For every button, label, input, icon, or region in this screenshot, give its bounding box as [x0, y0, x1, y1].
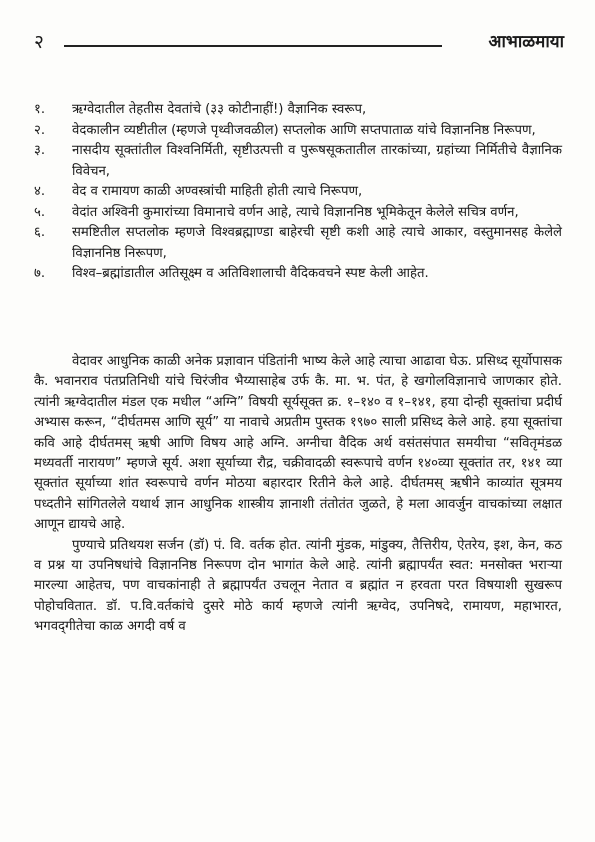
list-item-number: २. — [34, 122, 46, 138]
list-item-number: ३. — [34, 143, 46, 158]
list-item-text: वेदांत अश्विनी कुमारांच्या विमानाचे वर्णन आहे, त्याचे विज्ञाननिष्ठ भूमिकेतून केलेले सचित्र वर्णन, — [72, 204, 519, 220]
list-item — [34, 223, 562, 264]
list-item — [34, 100, 562, 121]
list-item — [34, 182, 562, 203]
page-number: २ — [34, 31, 44, 53]
page-header — [34, 30, 564, 54]
header-rule — [64, 45, 442, 47]
list-item — [34, 141, 562, 182]
paragraph: वेदावर आधुनिक काळी अनेक प्रज्ञावान पंडितांनी भाष्य केले आहे त्याचा आढावा घेऊ. प्रसिध्द सूर्योपासक कै. भवानराव पंतप्रतिनिधी यांचे चिरंजीव भैय्यासाहेब उर्फ कै. मा. भ. पंत, हे खगोलविज्ञानाचे जाणकार होते. त्यांनी ऋग्वेदातील मंडल एक मधील “अग्नि” विषयी सूर्यसूक्त क्र. १–१४० व १–१४१, हया दोन्ही सूक्तांचा प्रदीर्घ अभ्यास करून, “दीर्घतमस आणि सूर्य” या नावाचे अप्रतीम पुस्तक १९७० साली प्रसिध्द केले आहे. हया सूक्तांचा कवि आहे दीर्घतमस् ऋषी आणि विषय आहे अग्नि. अग्नीचा वैदिक अर्थ वसंतसंपात समयीचा “सवितृमंडळ मध्यवर्ती नारायण” म्हणजे सूर्य. अशा सूर्याच्या रौद्र, चक्रीवादळी स्वरूपाचे वर्णन १४०व्या सूक्तांत तर, १४१ व्या सूक्तांत सूर्याच्या शांत स्वरूपाचे वर्णन मोठया बहारदार रितीने केले आहे. दीर्घतमस् ऋषीने काव्यांत सूत्रमय पध्दतीने सांगितलेले यथार्थ ज्ञान आधुनिक शास्त्रीय ज्ञानाशी तंतोतंत जुळते, हे मला आवर्जुन वाचकांच्या लक्षात आणून द्यायचे आहे. — [34, 354, 562, 533]
list-item-number: १. — [34, 102, 46, 117]
running-title: आभाळमाया — [488, 32, 564, 52]
paragraph: पुण्याचे प्रतिथयश सर्जन (डॉ) पं. वि. वर्तक होत. त्यांनी मुंडक, मांडुक्य, तैत्तिरीय, ऐतरेय, इश, केन, कठ व प्रश्न या उपनिषधांचे विज्ञाननिष्ठ निरूपण दोन भागांत केले आहे. त्यांनी ब्रह्मापर्यंत स्वत: मनसोक्त भराऱ्या मारल्या आहेतच, पण वाचकांनाही ते ब्रह्मापर्यंत उचलून नेतात व ब्रह्मांत न हरवता परत विषयाशी सुखरूप पोहोचवितात. डॉ. प.वि.वर्तकांचे दुसरे मोठे कार्य म्हणजे त्यांनी ऋग्वेद, उपनिषदे, रामायण, महाभारत, भगवद्‌गीतेचा काळ अगदी वर्ष व — [34, 537, 562, 635]
list-item-number: ४. — [34, 184, 46, 199]
list-item-text: ऋग्वेदातील तेहतीस देवतांचे (३३ कोटीनाहीं!) वैज्ञानिक स्वरूप, — [72, 102, 367, 117]
list-item-number: ५. — [34, 204, 46, 220]
list-item-text: वेद व रामायण काळी अण्वस्त्रांची माहिती होती त्याचे निरूपण, — [72, 184, 363, 199]
list-item — [34, 121, 562, 142]
list-item-text: समष्टितील सप्तलोक म्हणजे विश्वब्रह्माण्डा बाहेरची सृष्टी कशी आहे त्याचे आकार, वस्तुमानसह केलेले विज्ञाननिष्ठ निरूपण, — [72, 225, 562, 261]
body-text — [34, 352, 562, 638]
list-item-number: ७. — [34, 266, 46, 281]
list-item-text: नासदीय सूक्तांतील विश्वनिर्मिती, सृष्टीउत्पत्ती व पुरूषसूकतातील तारकांच्या, ग्रहांच्या निर्मितीचे वैज्ञानिक विवेचन, — [72, 143, 562, 179]
list-item — [34, 264, 562, 285]
list-item-number: ६. — [34, 225, 46, 240]
list-item-text: विश्व–ब्रह्मांडातील अतिसूक्ष्म व अतिविशालाची वैदिकवचने स्पष्ट केली आहेत. — [72, 266, 429, 281]
list-item-text: वेदकालीन व्यष्टीतील (म्हणजे पृथ्वीजवळील) सप्तलोक आणि सप्तपाताळ यांचे विज्ञाननिष्ठ निरूपण, — [72, 122, 536, 138]
list-item — [34, 203, 562, 224]
topics-list — [34, 100, 562, 285]
